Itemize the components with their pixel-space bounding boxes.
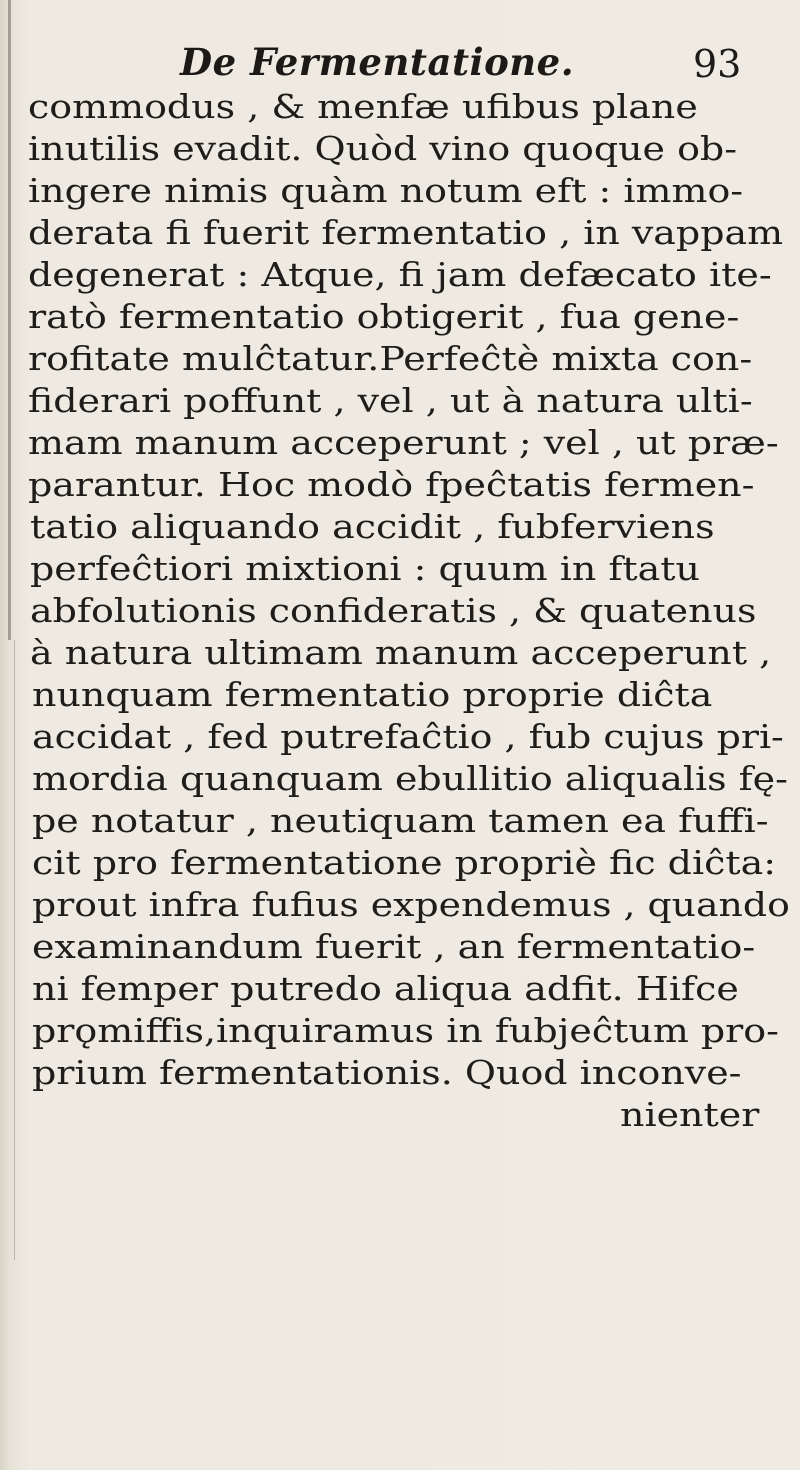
text-line: rofitate mulĉtatur.Perfeĉtè mixta con- (28, 339, 753, 378)
text-line: pe notatur , neutiquam tamen ea fuffi- (32, 801, 769, 840)
text-line: fiderari poffunt , vel , ut à natura ulti- (28, 381, 753, 420)
text-line: mordia quanquam ebullitio aliqualis fę- (32, 759, 788, 798)
text-line: ratò fermentatio obtigerit , fua gene- (28, 297, 740, 336)
text-line: ingere nimis quàm notum eft : immo- (28, 171, 744, 210)
gutter-shadow (8, 0, 11, 640)
text-line: tatio aliquando accidit , fubferviens (30, 507, 715, 546)
text-line: prium fermentationis. Quod inconve- (32, 1053, 742, 1092)
running-head (0, 40, 800, 90)
text-line: prout infra fufius expendemus , quando (32, 885, 790, 924)
text-line: ni femper putredo aliqua adfit. Hifce (32, 969, 739, 1008)
text-line: prǫmiffis,inquiramus in fubjeĉtum pro- (32, 1011, 779, 1050)
text-line: à natura ultimam manum acceperunt , (30, 633, 772, 672)
text-line: mam manum acceperunt ; vel , ut præ- (28, 423, 779, 462)
text-line: cit pro fermentatione propriè fic diĉta: (32, 843, 777, 882)
text-line: accidat , fed putrefaĉtio , fub cujus pri- (32, 717, 784, 756)
text-line: degenerat : Atque, fi jam defæcato ite- (28, 255, 772, 294)
page-number: 93 (693, 42, 742, 86)
text-line: perfeĉtiori mixtioni : quum in ftatu (30, 549, 700, 588)
text-line: examinandum fuerit , an fermentatio- (32, 927, 756, 966)
text-line: parantur. Hoc modò fpeĉtatis fermen- (28, 465, 755, 504)
gutter-shadow-lower (14, 640, 15, 1260)
text-line: nunquam fermentatio proprie diĉta (32, 675, 713, 714)
text-line: commodus , & menfæ ufibus plane (28, 87, 698, 126)
text-line-catchword: nienter (620, 1095, 760, 1134)
text-line: inutilis evadit. Quòd vino quoque ob- (28, 129, 738, 168)
text-line: derata fi fuerit fermentatio , in vappam (28, 213, 784, 252)
running-title: De Fermentatione. (180, 40, 575, 84)
text-line: abfolutionis confideratis , & quatenus (30, 591, 757, 630)
